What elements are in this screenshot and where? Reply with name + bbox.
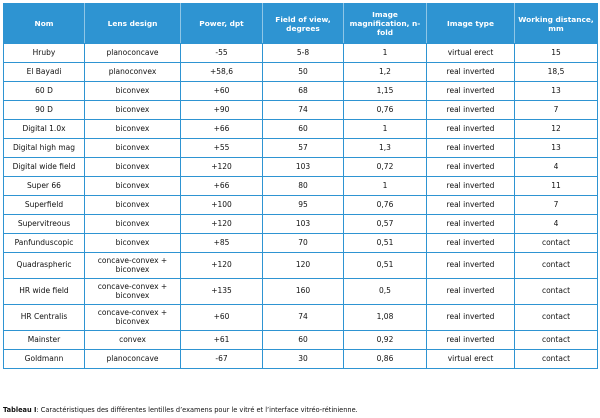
lens-characteristics-table: [3, 3, 598, 369]
cell-name: Quadraspheric: [4, 253, 85, 279]
cell-name: Hruby: [4, 44, 85, 63]
cell-magnification: 1: [344, 44, 427, 63]
cell-power: +120: [181, 215, 263, 234]
cell-magnification: 1,08: [344, 305, 427, 331]
cell-lens-design: planoconcave: [85, 44, 181, 63]
table-body: [4, 44, 598, 369]
lens-table-container: [3, 3, 597, 369]
cell-working-distance: 15: [515, 44, 598, 63]
cell-image-type: virtual erect: [427, 44, 515, 63]
header-field-of-view: Field of view, degrees: [263, 4, 344, 44]
caption-text: : Caractéristiques des différentes lentilles d’examens pour le vitré et l’interface vitréo-rétinienne.: [36, 406, 358, 414]
cell-working-distance: contact: [515, 305, 598, 331]
header-power: Power, dpt: [181, 4, 263, 44]
header-nom: Nom: [4, 4, 85, 44]
cell-image-type: real inverted: [427, 139, 515, 158]
cell-field-of-view: 68: [263, 82, 344, 101]
cell-lens-design: convex: [85, 331, 181, 350]
cell-magnification: 0,92: [344, 331, 427, 350]
cell-name: El Bayadi: [4, 63, 85, 82]
cell-magnification: 0,5: [344, 279, 427, 305]
cell-working-distance: 7: [515, 196, 598, 215]
header-lens-design: Lens design: [85, 4, 181, 44]
header-working-distance: Working distance, mm: [515, 4, 598, 44]
cell-field-of-view: 160: [263, 279, 344, 305]
cell-image-type: real inverted: [427, 234, 515, 253]
cell-magnification: 1,3: [344, 139, 427, 158]
cell-name: Superfield: [4, 196, 85, 215]
cell-name: 90 D: [4, 101, 85, 120]
cell-power: -55: [181, 44, 263, 63]
cell-field-of-view: 103: [263, 215, 344, 234]
cell-magnification: 1,2: [344, 63, 427, 82]
cell-field-of-view: 95: [263, 196, 344, 215]
cell-power: +55: [181, 139, 263, 158]
cell-image-type: real inverted: [427, 120, 515, 139]
cell-working-distance: 12: [515, 120, 598, 139]
header-image-magnification: Image magnification, n-fold: [344, 4, 427, 44]
cell-power: +100: [181, 196, 263, 215]
cell-name: Panfunduscopic: [4, 234, 85, 253]
cell-power: +58,6: [181, 63, 263, 82]
table-row: [4, 63, 598, 82]
cell-lens-design: planoconcave: [85, 350, 181, 369]
cell-field-of-view: 103: [263, 158, 344, 177]
table-caption: [3, 406, 358, 414]
cell-lens-design: concave-convex + biconvex: [85, 305, 181, 331]
cell-lens-design: biconvex: [85, 120, 181, 139]
cell-field-of-view: 60: [263, 120, 344, 139]
cell-magnification: 0,72: [344, 158, 427, 177]
cell-working-distance: 4: [515, 158, 598, 177]
cell-power: +135: [181, 279, 263, 305]
cell-working-distance: 18,5: [515, 63, 598, 82]
cell-working-distance: contact: [515, 253, 598, 279]
table-row: [4, 101, 598, 120]
cell-working-distance: 13: [515, 82, 598, 101]
cell-name: Supervitreous: [4, 215, 85, 234]
cell-power: +66: [181, 177, 263, 196]
table-row: [4, 305, 598, 331]
cell-working-distance: contact: [515, 331, 598, 350]
cell-image-type: real inverted: [427, 215, 515, 234]
cell-lens-design: biconvex: [85, 196, 181, 215]
cell-field-of-view: 50: [263, 63, 344, 82]
cell-image-type: virtual erect: [427, 350, 515, 369]
cell-magnification: 1: [344, 177, 427, 196]
cell-working-distance: 4: [515, 215, 598, 234]
cell-field-of-view: 30: [263, 350, 344, 369]
cell-name: Goldmann: [4, 350, 85, 369]
cell-field-of-view: 74: [263, 101, 344, 120]
table-row: [4, 82, 598, 101]
cell-image-type: real inverted: [427, 331, 515, 350]
cell-power: +120: [181, 158, 263, 177]
cell-image-type: real inverted: [427, 279, 515, 305]
cell-lens-design: biconvex: [85, 139, 181, 158]
cell-field-of-view: 74: [263, 305, 344, 331]
cell-working-distance: 11: [515, 177, 598, 196]
cell-working-distance: contact: [515, 234, 598, 253]
cell-magnification: 1,15: [344, 82, 427, 101]
cell-working-distance: 13: [515, 139, 598, 158]
cell-field-of-view: 120: [263, 253, 344, 279]
cell-lens-design: planoconvex: [85, 63, 181, 82]
cell-name: Super 66: [4, 177, 85, 196]
cell-name: HR wide field: [4, 279, 85, 305]
cell-lens-design: biconvex: [85, 82, 181, 101]
cell-lens-design: biconvex: [85, 234, 181, 253]
cell-power: +66: [181, 120, 263, 139]
cell-image-type: real inverted: [427, 305, 515, 331]
table-row: [4, 196, 598, 215]
cell-field-of-view: 70: [263, 234, 344, 253]
cell-image-type: real inverted: [427, 158, 515, 177]
cell-working-distance: 7: [515, 101, 598, 120]
cell-lens-design: concave-convex + biconvex: [85, 279, 181, 305]
table-row: [4, 331, 598, 350]
table-row: [4, 120, 598, 139]
cell-magnification: 1: [344, 120, 427, 139]
cell-magnification: 0,86: [344, 350, 427, 369]
cell-image-type: real inverted: [427, 101, 515, 120]
cell-field-of-view: 5-8: [263, 44, 344, 63]
cell-working-distance: contact: [515, 279, 598, 305]
cell-name: HR Centralis: [4, 305, 85, 331]
cell-field-of-view: 57: [263, 139, 344, 158]
cell-power: +60: [181, 82, 263, 101]
table-row: [4, 177, 598, 196]
cell-image-type: real inverted: [427, 63, 515, 82]
cell-power: +85: [181, 234, 263, 253]
cell-power: +61: [181, 331, 263, 350]
cell-magnification: 0,51: [344, 234, 427, 253]
cell-power: +120: [181, 253, 263, 279]
table-row: [4, 253, 598, 279]
cell-lens-design: biconvex: [85, 158, 181, 177]
cell-magnification: 0,76: [344, 101, 427, 120]
caption-label: Tableau I: [3, 406, 37, 414]
cell-name: Digital 1.0x: [4, 120, 85, 139]
cell-lens-design: biconvex: [85, 101, 181, 120]
cell-lens-design: biconvex: [85, 215, 181, 234]
cell-field-of-view: 80: [263, 177, 344, 196]
cell-name: Digital high mag: [4, 139, 85, 158]
cell-power: +60: [181, 305, 263, 331]
cell-image-type: real inverted: [427, 253, 515, 279]
cell-magnification: 0,51: [344, 253, 427, 279]
table-row: [4, 279, 598, 305]
cell-name: Mainster: [4, 331, 85, 350]
cell-image-type: real inverted: [427, 177, 515, 196]
cell-image-type: real inverted: [427, 196, 515, 215]
table-row: [4, 350, 598, 369]
cell-magnification: 0,57: [344, 215, 427, 234]
table-row: [4, 139, 598, 158]
table-row: [4, 234, 598, 253]
cell-name: Digital wide field: [4, 158, 85, 177]
cell-lens-design: biconvex: [85, 177, 181, 196]
table-row: [4, 158, 598, 177]
cell-magnification: 0,76: [344, 196, 427, 215]
cell-field-of-view: 60: [263, 331, 344, 350]
header-image-type: Image type: [427, 4, 515, 44]
table-row: [4, 44, 598, 63]
cell-power: +90: [181, 101, 263, 120]
cell-image-type: real inverted: [427, 82, 515, 101]
cell-lens-design: concave-convex + biconvex: [85, 253, 181, 279]
table-header-row: [4, 4, 598, 44]
table-row: [4, 215, 598, 234]
cell-name: 60 D: [4, 82, 85, 101]
cell-working-distance: contact: [515, 350, 598, 369]
cell-power: -67: [181, 350, 263, 369]
